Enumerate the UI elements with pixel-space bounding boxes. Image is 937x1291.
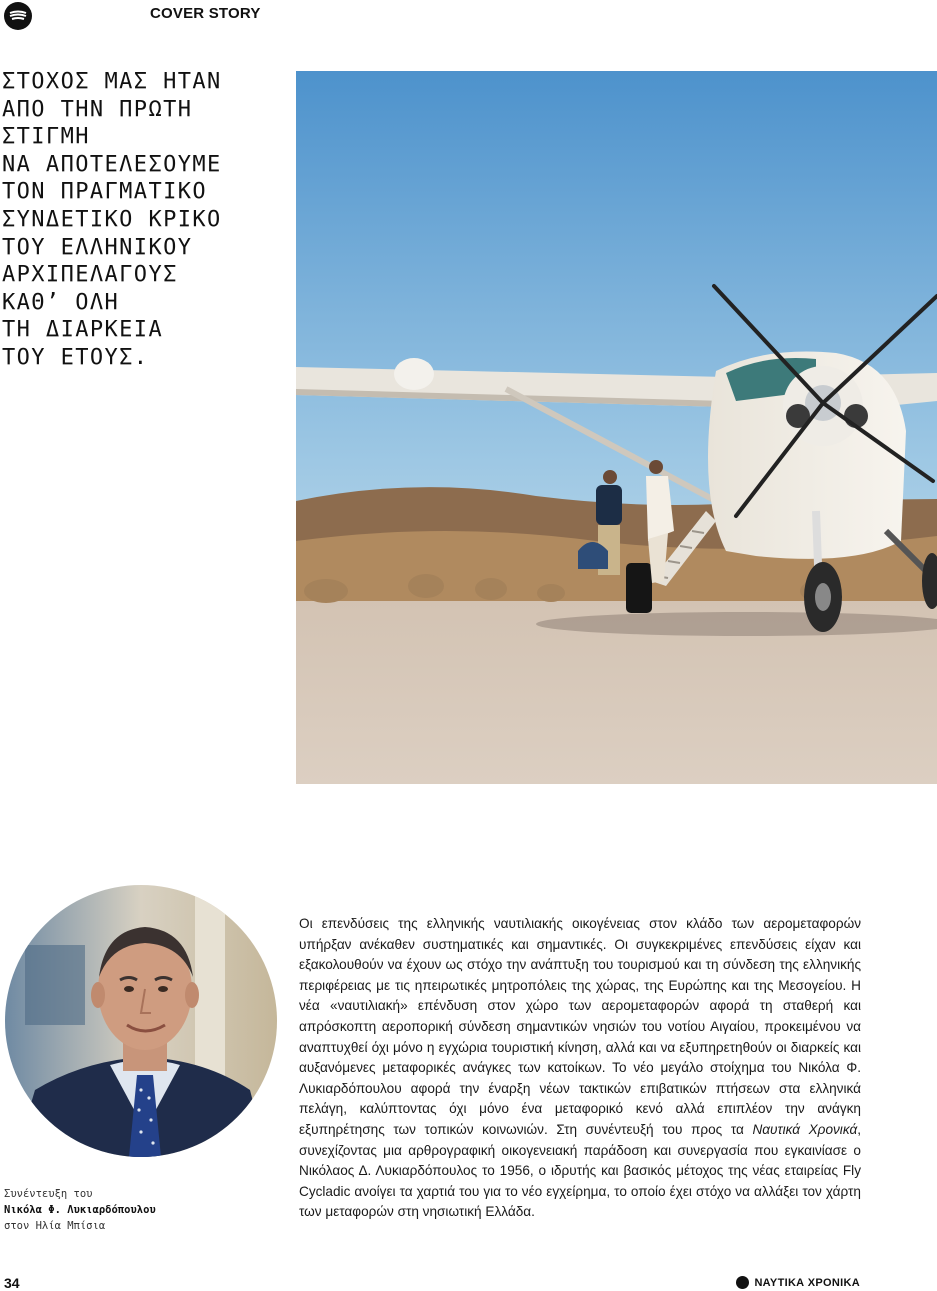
credit-line-1: Συνέντευξη του (4, 1188, 93, 1200)
article-body (299, 914, 861, 1223)
footer-brand (736, 1276, 860, 1289)
publication-name: Ναυτικά Χρονικά (752, 1121, 858, 1137)
hero-photo-seaplane (296, 71, 937, 784)
credit-line-3: στον Ηλία Μπίσια (4, 1220, 106, 1232)
pull-quote: ΣΤΟΧΟΣ ΜΑΣ ΗΤΑΝ ΑΠΟ ΤΗΝ ΠΡΩΤΗ ΣΤΙΓΜΗ ΝΑ ΑΠΟΤΕΛΕΣΟΥΜΕ ΤΟΝ ΠΡΑΓΜΑΤΙΚΟ ΣΥΝΔΕΤΙΚΟ ΚΡΙΚΟ ΤΟΥ ΕΛΛΗΝΙΚΟΥ ΑΡΧΙΠΕΛΑΓΟΥΣ ΚΑΘ’ ΟΛΗ ΤΗ ΔΙΑΡΚΕΙΑ ΤΟΥ ΕΤΟΥΣ. (2, 69, 222, 370)
page-number: 34 (4, 1275, 20, 1291)
section-label: COVER STORY (150, 5, 261, 22)
interview-credit (4, 1186, 156, 1234)
magazine-logo-icon (736, 1276, 749, 1289)
portrait-photo (5, 885, 277, 1157)
footer-brand-name: ΝΑΥΤΙΚΑ ΧΡΟΝΙΚΑ (754, 1276, 860, 1289)
body-part-2: , συνεχίζοντας μια αρθρογραφική οικογενειακή παράδοση και συνεργασία που εγκαινίασε ο Νικόλαος Δ. Λυκιαρδόπουλος το 1956, ο ιδρυτής και βασικός μέτοχος της νέας εταιρείας Fly Cycladic ανοίγει τα χαρτιά του για το νέο εγχείρημα, το οποίο έχει στόχο να αλλάξει τον χάρτη των μεταφορών στη νησιωτική Ελλάδα. (299, 1121, 861, 1220)
body-part-1: Οι επενδύσεις της ελληνικής ναυτιλιακής οικογένειας στον κλάδο των αερομεταφορών υπήρξαν ανέκαθεν συστηματικές και σημαντικές. Οι συγκεκριμένες επενδύσεις είχαν και εξακολουθούν να έχουν ως στόχο την ανάπτυξη του τουρισμού και τη σύνδεση της ελληνικής περιφέρειας με τις ηπειρωτικές μητροπόλεις της χώρας, της Ευρώπης και της Μεσογείου. Η νέα «ναυτιλιακή» επένδυση στον χώρο των αερομεταφορών αφορά τη σταθερή και απρόσκοπτη αεροπορική σύνδεση σημαντικών νησιών του νοτίου Αιγαίου, προκειμένου να αναπτυχθεί όχι μόνο η εγχώρια τουριστική κίνηση, αλλά και να εξυπηρετηθούν οι διαρκείς και αυξανόμενες μεταφορικές ανάγκες των κατοίκων. Το νέο μεγάλο στοίχημα του Νικόλα Φ. Λυκιαρδόπουλου αφορά την έναρξη νέων τακτικών επιβατικών πτήσεων στα ελληνικά πελάγη, καλύπτοντας όχι μόνο ένα μεταφορικό κενό αλλά επιπλέον την ανάγκη εξυπηρέτησης των τοπικών κοινωνιών. Στη συνέντευξή του προς τα (299, 916, 861, 1137)
magazine-logo-icon (4, 2, 32, 30)
interviewee-name: Νικόλα Φ. Λυκιαρδόπουλου (4, 1204, 156, 1216)
